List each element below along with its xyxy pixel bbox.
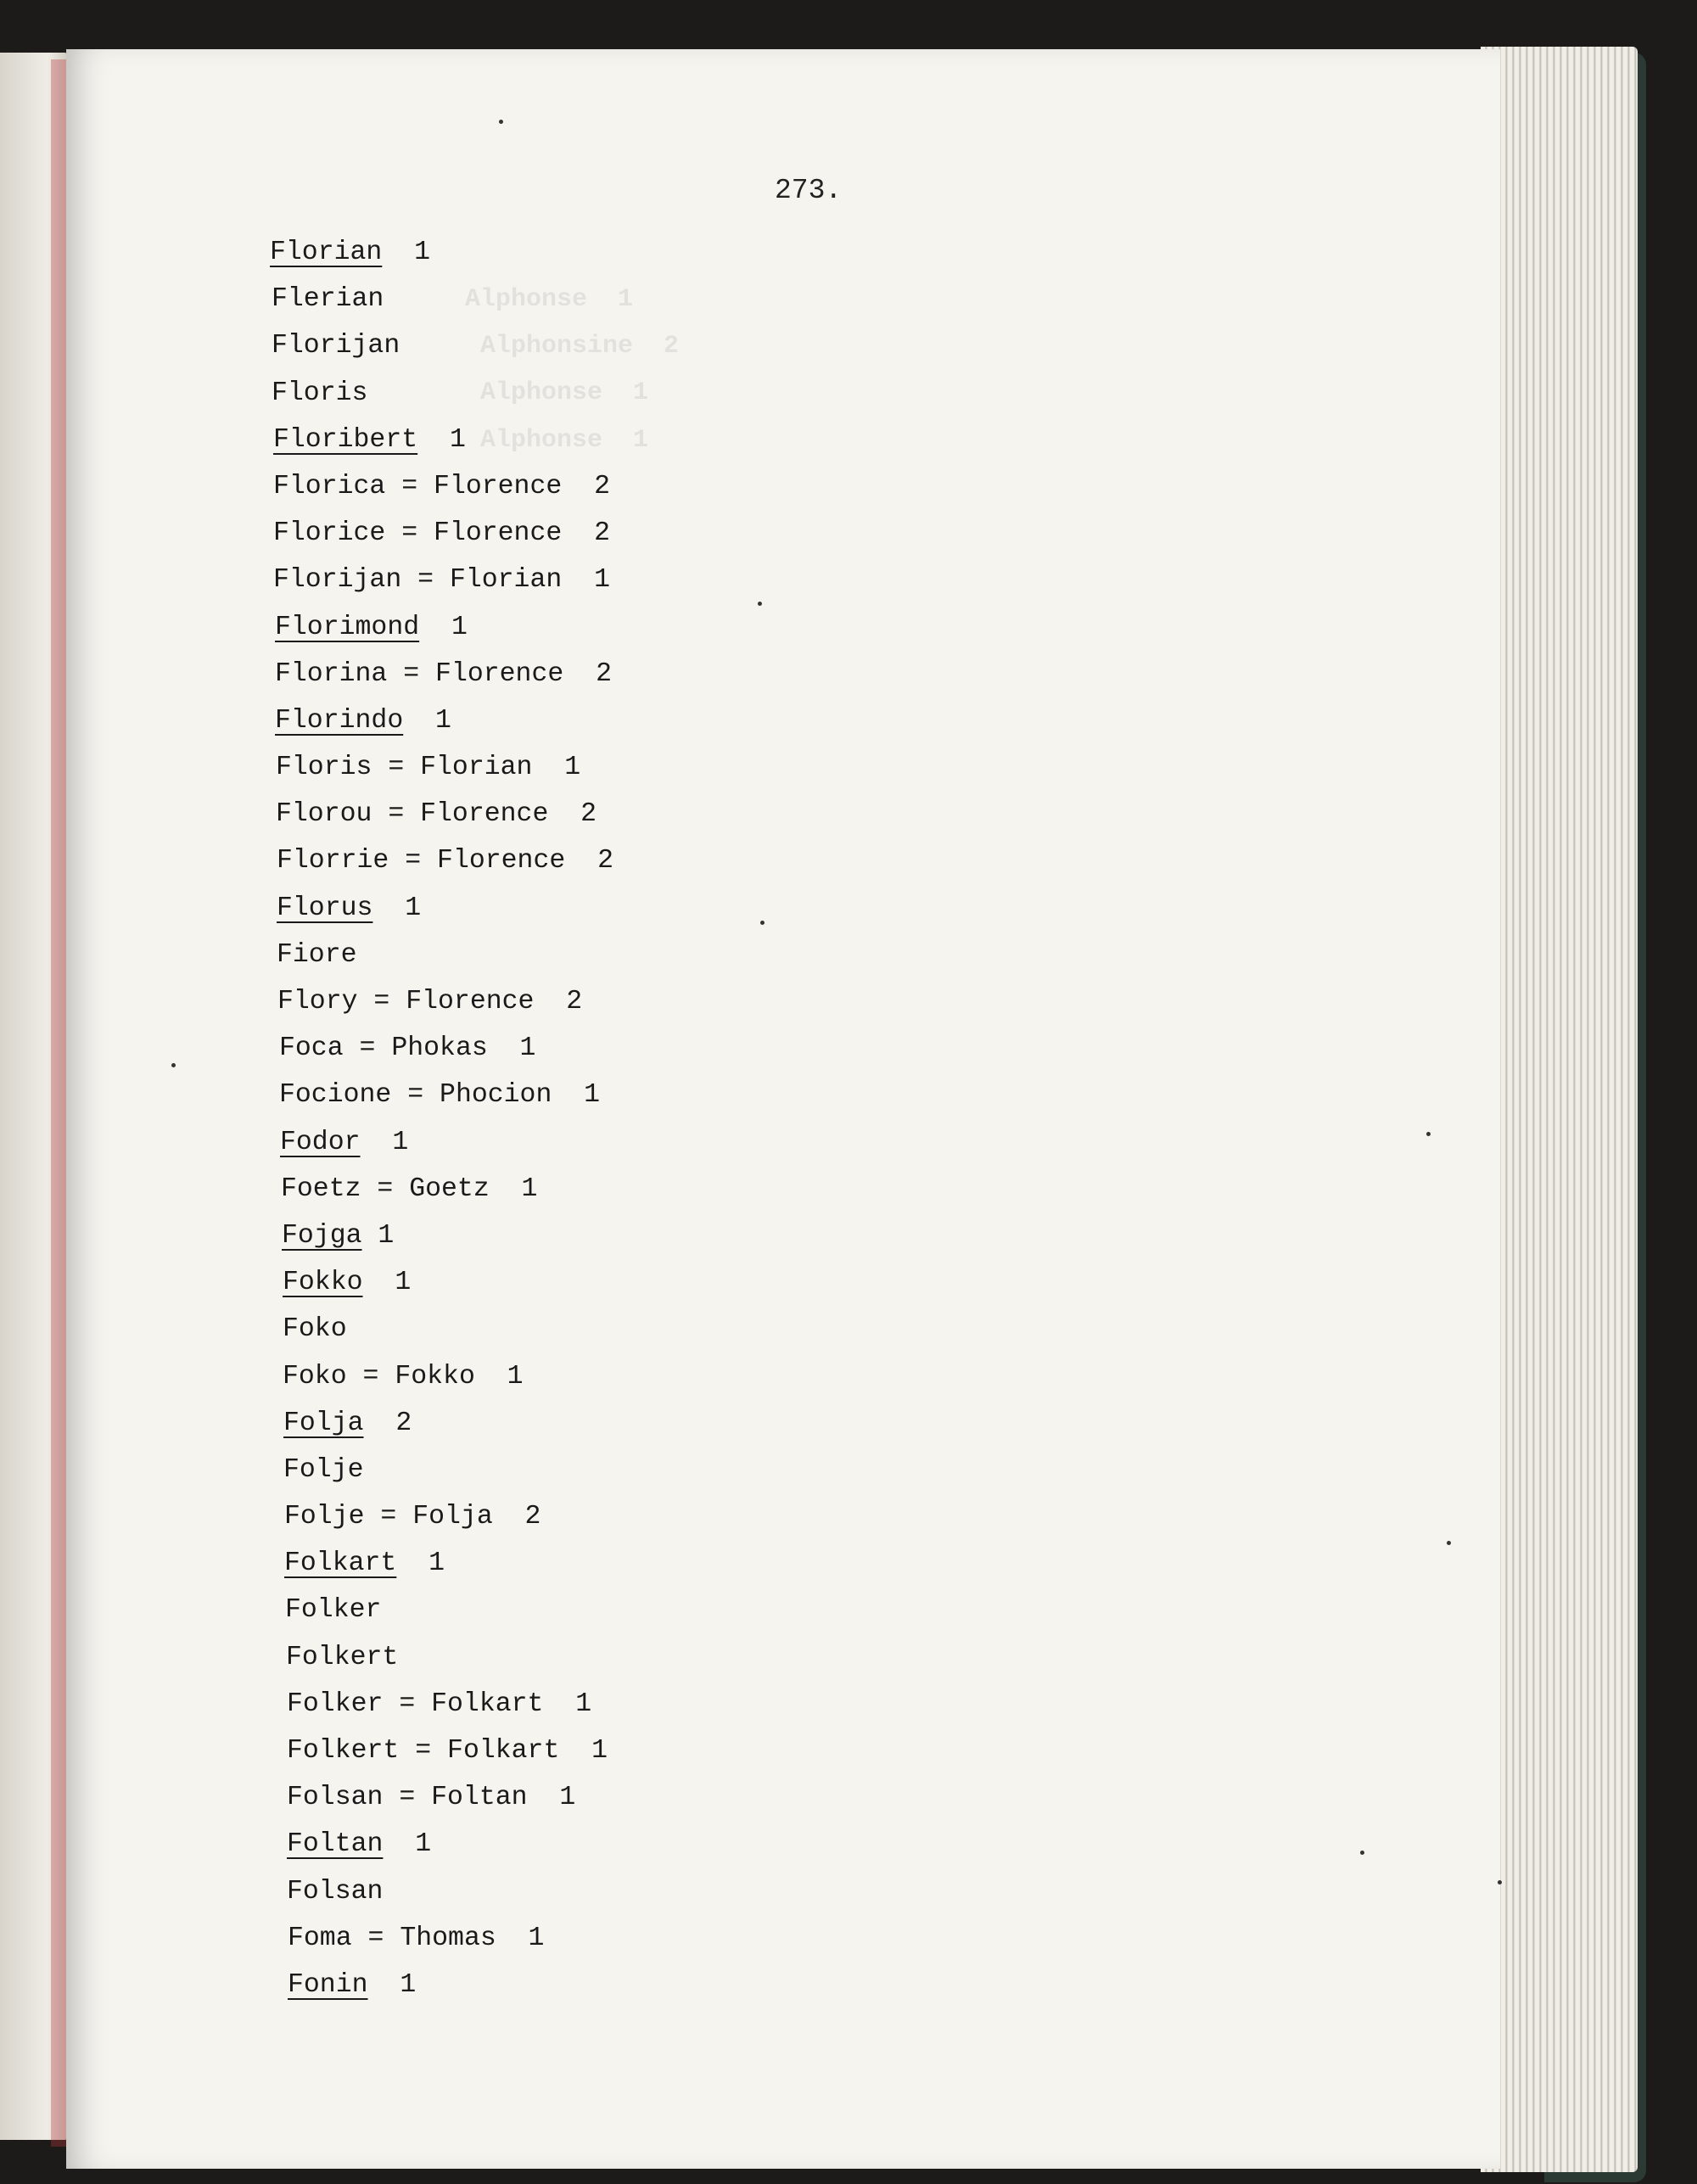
- entry-detail: 1: [396, 1548, 445, 1579]
- index-entry: [286, 1634, 613, 1681]
- entry-detail: = Folkart 1: [399, 1736, 608, 1766]
- index-entry: [275, 651, 613, 697]
- index-entry: [279, 1025, 613, 1072]
- speck: [1498, 1880, 1502, 1884]
- entry-headword: Florindo: [275, 705, 404, 736]
- index-entry: [276, 744, 613, 791]
- entry-headword: Florimond: [275, 612, 420, 642]
- entry-name: Foko: [283, 1361, 347, 1392]
- entry-detail: 1: [372, 893, 422, 923]
- entry-name: Florijan: [272, 331, 400, 361]
- entry-name: Folje: [283, 1454, 364, 1485]
- entry-headword: Florus: [277, 893, 373, 923]
- index-entry: [287, 1681, 613, 1728]
- entry-detail: = Folja 2: [364, 1502, 541, 1532]
- index-entry: [273, 557, 613, 603]
- page-number: 273.: [775, 175, 843, 206]
- index-entry: [277, 932, 613, 978]
- entry-detail: 1: [361, 1220, 395, 1251]
- entry-detail: 1: [360, 1127, 409, 1157]
- index-entry: [283, 1447, 613, 1493]
- entry-name: Floris: [276, 753, 372, 783]
- entry-name: Florica: [273, 471, 386, 501]
- entry-detail: 1: [362, 1268, 412, 1298]
- entry-name: Floris: [272, 378, 368, 408]
- index-entry: [287, 1774, 613, 1821]
- entry-detail: = Phocion 1: [391, 1080, 601, 1111]
- entry-detail: = Florian 1: [401, 565, 610, 596]
- entry-detail: = Florence 2: [357, 987, 583, 1016]
- entry-headword: Foltan: [287, 1829, 384, 1860]
- index-entry: [273, 417, 613, 463]
- entry-headword: Florian: [270, 238, 383, 267]
- index-entry: [285, 1587, 613, 1633]
- entry-name: Foma: [288, 1923, 352, 1953]
- speck: [171, 1063, 176, 1067]
- entry-name: Folker: [287, 1688, 384, 1719]
- entry-name: Folje: [284, 1502, 365, 1532]
- speck: [1360, 1851, 1364, 1855]
- entry-detail: = Thomas 1: [351, 1923, 545, 1953]
- entry-detail: = Florence 2: [372, 799, 597, 830]
- entry-headword: Fokko: [283, 1268, 363, 1298]
- entry-headword: Floribert: [273, 424, 418, 455]
- entry-detail: 1: [417, 424, 466, 455]
- speck: [499, 120, 503, 124]
- entry-detail: 1: [419, 612, 468, 642]
- index-entry: [272, 322, 613, 369]
- index-entry: [288, 1962, 613, 2008]
- index-entry: [275, 604, 613, 651]
- entry-name: Foca: [279, 1033, 344, 1064]
- entry-detail: 1: [403, 705, 451, 736]
- index-entry: [284, 1540, 613, 1587]
- index-entry: [287, 1728, 613, 1774]
- index-entry: [287, 1868, 613, 1915]
- speck: [1426, 1132, 1431, 1136]
- book-binding: [51, 59, 68, 2147]
- entry-name: Foko: [283, 1314, 347, 1345]
- entry-headword: Fodor: [280, 1127, 361, 1157]
- index-entry: [284, 1493, 613, 1540]
- entry-headword: Folkart: [284, 1548, 397, 1579]
- speck: [758, 602, 762, 606]
- index-entry: [277, 978, 613, 1025]
- entry-name: Flory: [277, 987, 358, 1016]
- entry-name: Florice: [273, 518, 386, 549]
- entry-name: Florrie: [277, 846, 389, 876]
- entry-detail: = Fokko 1: [346, 1361, 524, 1392]
- page-stack-edges: [1481, 47, 1638, 2172]
- index-entry: [279, 1072, 613, 1118]
- entry-name: Focione: [279, 1080, 392, 1111]
- entry-name: Folsan: [287, 1783, 384, 1813]
- index-entry: [283, 1400, 613, 1447]
- speck: [760, 921, 764, 925]
- name-index-list: [270, 229, 613, 2008]
- index-entry: [287, 1821, 613, 1868]
- index-entry: [283, 1259, 613, 1306]
- index-entry: [273, 463, 613, 510]
- entry-detail: 1: [367, 1969, 417, 2000]
- entry-detail: 1: [382, 238, 431, 267]
- index-entry: [275, 697, 613, 744]
- entry-name: Flerian: [272, 284, 384, 315]
- index-entry: [272, 370, 613, 417]
- entry-detail: = Florence 2: [385, 471, 610, 501]
- entry-name: Folsan: [287, 1876, 384, 1907]
- index-entry: [273, 510, 613, 557]
- entry-detail: = Phokas 1: [343, 1033, 536, 1064]
- entry-detail: = Florence 2: [387, 658, 612, 689]
- index-entry: [282, 1212, 613, 1259]
- entry-detail: = Foltan 1: [383, 1783, 576, 1813]
- index-entry: [288, 1915, 613, 1962]
- entry-name: Florina: [275, 658, 388, 689]
- index-entry: [281, 1166, 613, 1212]
- entry-detail: = Folkart 1: [383, 1688, 592, 1719]
- entry-name: Fiore: [277, 939, 357, 970]
- entry-name: Foetz: [281, 1173, 361, 1204]
- entry-detail: = Goetz 1: [361, 1173, 538, 1204]
- show-through-text: Alphonse 1 Alphonsine 2 Alphonse 1 Alphonse 1: [465, 285, 680, 455]
- entry-name: Florijan: [273, 565, 402, 596]
- entry-detail: = Florence 2: [385, 518, 610, 549]
- entry-headword: Fojga: [282, 1220, 362, 1251]
- speck: [1447, 1541, 1451, 1545]
- entry-name: Folkert: [287, 1736, 400, 1766]
- entry-name: Folkert: [286, 1642, 399, 1672]
- index-entry: [283, 1353, 613, 1400]
- index-entry: [277, 885, 613, 932]
- entry-name: Folker: [285, 1595, 382, 1626]
- entry-detail: 1: [383, 1829, 432, 1860]
- index-entry: [270, 229, 613, 276]
- entry-detail: = Florence 2: [389, 846, 613, 876]
- index-entry: [280, 1119, 613, 1166]
- index-entry: [276, 791, 613, 837]
- entry-detail: 2: [363, 1408, 412, 1438]
- index-entry: [277, 837, 613, 884]
- entry-headword: Fonin: [288, 1969, 368, 2000]
- index-entry: [283, 1306, 613, 1352]
- entry-headword: Folja: [283, 1408, 364, 1438]
- entry-detail: = Florian 1: [372, 753, 581, 783]
- index-entry: [272, 276, 613, 322]
- entry-name: Florou: [276, 799, 372, 830]
